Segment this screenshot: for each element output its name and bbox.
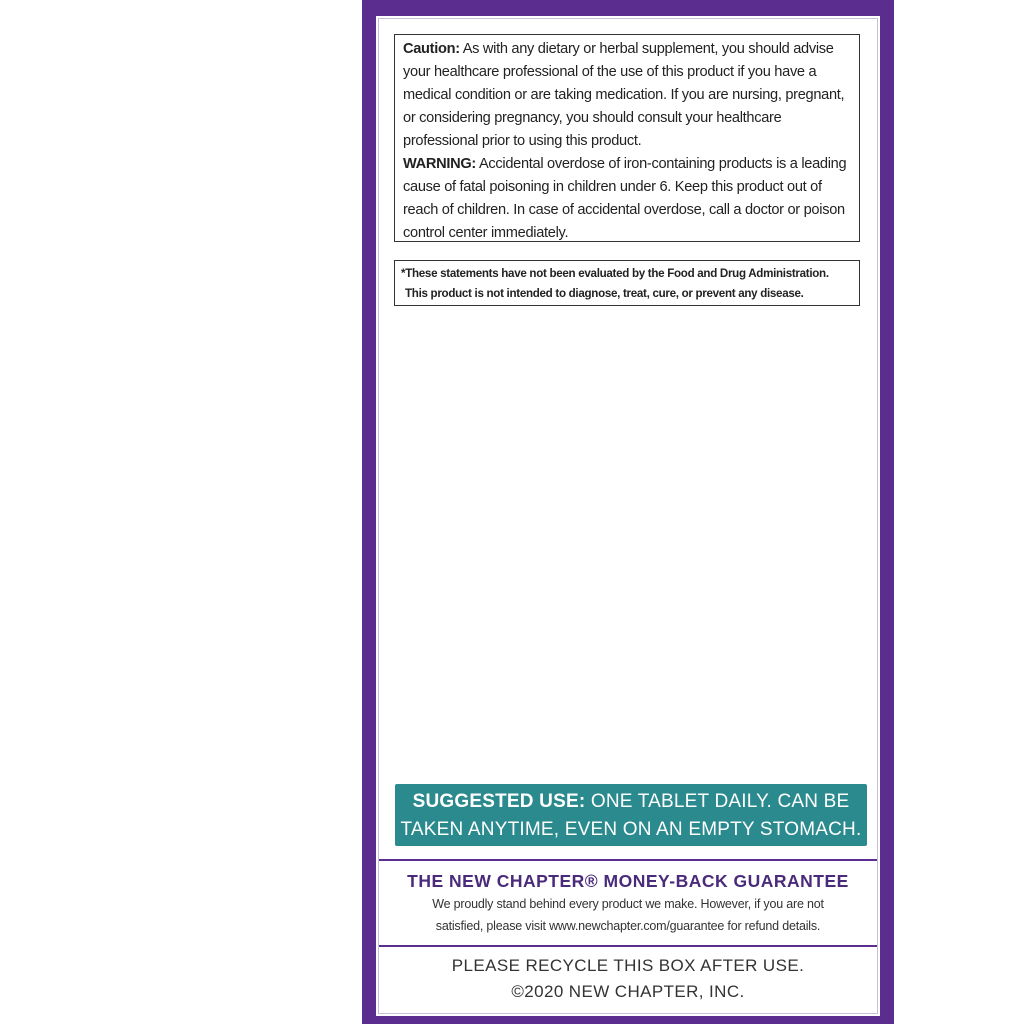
caution-box — [394, 34, 860, 242]
warning-label: WARNING: — [403, 156, 476, 172]
guarantee-section — [379, 859, 877, 947]
warning-text: Accidental overdose of iron-containing products is a leading cause of fatal poisoning in children under 6. Keep this product out of reach of children. In case of accidental overdose, call a doctor or poison control center immediately. — [403, 156, 847, 241]
guarantee-body — [379, 893, 877, 937]
caution-label: Caution: — [403, 41, 460, 57]
fda-line-1: *These statements have not been evaluated by the Food and Drug Administration. — [401, 267, 829, 280]
guarantee-line-2: satisfied, please visit www.newchapter.com/guarantee for refund details. — [435, 919, 821, 933]
recycle-notice: PLEASE RECYCLE THIS BOX AFTER USE. — [451, 956, 805, 975]
fda-line-2: This product is not intended to diagnose, treat, cure, or prevent any disease. — [405, 287, 804, 300]
suggested-use-label: SUGGESTED USE: — [412, 791, 586, 812]
suggested-use-text-2: TAKEN ANYTIME, EVEN ON AN EMPTY STOMACH. — [400, 819, 862, 840]
suggested-use-line-1 — [395, 788, 867, 816]
suggested-use-text-1: ONE TABLET DAILY. CAN BE — [585, 791, 850, 812]
caution-text: As with any dietary or herbal supplement, you should advise your healthcare professional of the use of this product if you have a medical condition or are taking medication. If you are nursing, pregnant, or considering pregnancy, you should consult your healthcare professional prior to using this product. — [403, 41, 845, 149]
guarantee-line-1: We proudly stand behind every product we make. However, if you are not — [432, 897, 824, 911]
footer — [379, 953, 877, 1005]
suggested-use-banner — [395, 784, 867, 846]
label-inner-frame — [378, 18, 878, 1014]
label-panel — [362, 0, 894, 1024]
guarantee-title: THE NEW CHAPTER® MONEY-BACK GUARANTEE — [407, 871, 849, 891]
copyright: ©2020 NEW CHAPTER, INC. — [511, 982, 745, 1001]
fda-disclaimer-box — [394, 260, 860, 306]
